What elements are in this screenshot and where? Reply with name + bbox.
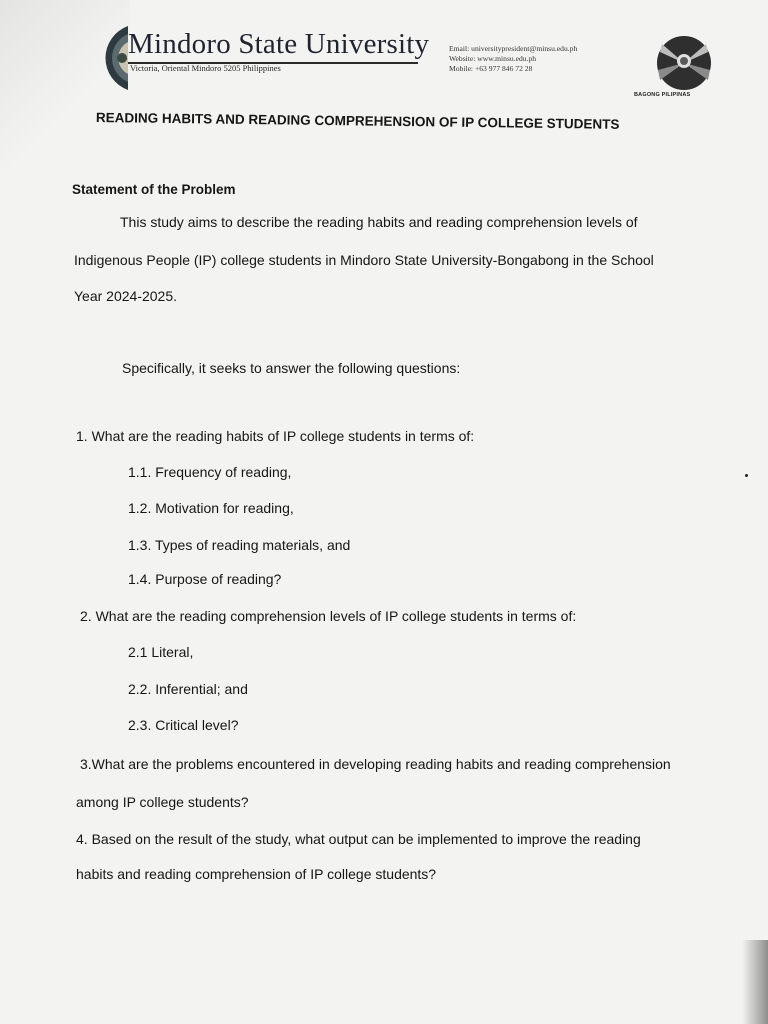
university-name: Mindoro State University (128, 28, 430, 60)
list-item: 1.1. Frequency of reading, (128, 464, 292, 480)
question-3-line: among IP college students? (76, 794, 249, 810)
university-seal-icon (86, 22, 128, 94)
section-heading: Statement of the Problem (72, 182, 236, 197)
speck (745, 474, 748, 477)
intro-line: This study aims to describe the reading habits and reading comprehension levels of (120, 214, 638, 230)
contact-website: Website: www.minsu.edu.ph (449, 54, 537, 63)
question-4-line: 4. Based on the result of the study, what output can be implemented to improve the reading (76, 831, 641, 847)
logo-caption: BAGONG PILIPINAS (634, 92, 691, 98)
question-1: 1. What are the reading habits of IP college students in terms of: (76, 428, 475, 444)
contact-info (449, 44, 577, 74)
bagong-pilipinas-logo-icon (648, 34, 720, 92)
list-item: 1.4. Purpose of reading? (128, 571, 282, 587)
question-3-line: 3.What are the problems encountered in developing reading habits and reading comprehension (80, 756, 671, 772)
contact-mobile: Mobile: +63 977 846 72 28 (449, 64, 533, 73)
document-title: READING HABITS AND READING COMPREHENSION OF IP COLLEGE STUDENTS (95, 110, 620, 132)
list-item: 2.3. Critical level? (128, 717, 239, 733)
list-item: 1.3. Types of reading materials, and (128, 537, 351, 553)
specifically-line: Specifically, it seeks to answer the following questions: (122, 360, 461, 376)
university-address: Victoria, Oriental Mindoro 5205 Philippines (130, 63, 281, 73)
list-item: 2.1 Literal, (128, 644, 194, 660)
intro-line: Year 2024-2025. (74, 288, 178, 304)
list-item: 1.2. Motivation for reading, (128, 500, 294, 516)
intro-line: Indigenous People (IP) college students in Mindoro State University-Bongabong in the School (74, 252, 654, 268)
question-2: 2. What are the reading comprehension levels of IP college students in terms of: (80, 608, 577, 624)
contact-email: Email: universitypresident@minsu.edu.ph (449, 44, 578, 53)
list-item: 2.2. Inferential; and (128, 681, 248, 697)
paper-edge-shadow (742, 940, 768, 1024)
question-4-line: habits and reading comprehension of IP college students? (76, 866, 437, 882)
